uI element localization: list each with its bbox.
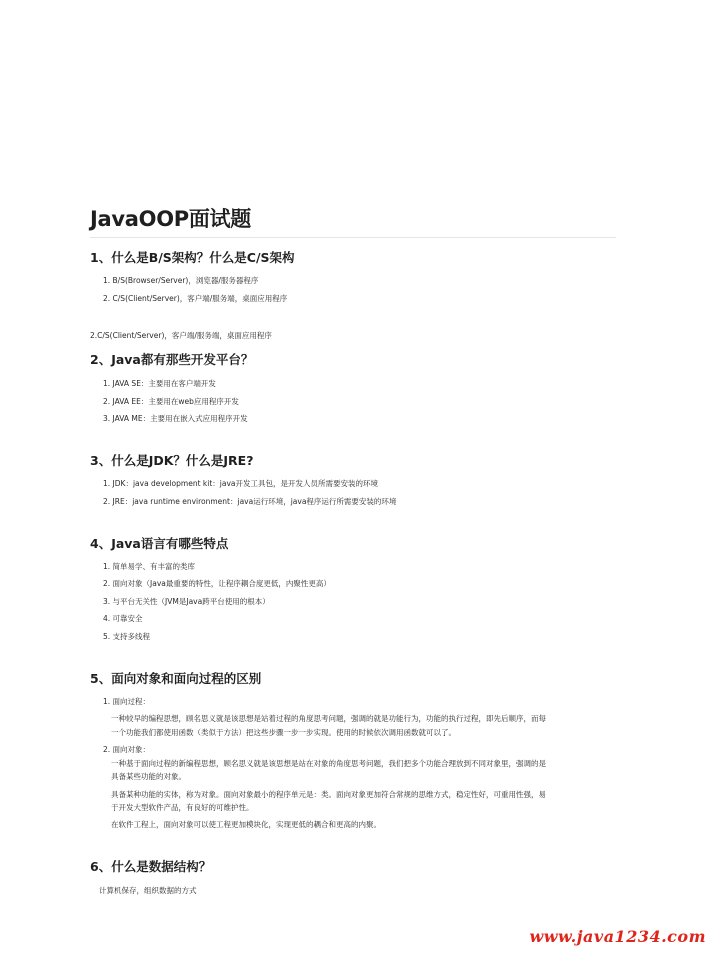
watermark: www.java1234.com xyxy=(529,927,706,946)
paragraph-line: 具备某些功能的对象。 xyxy=(111,772,186,781)
list-item: 1. 简单易学、有丰富的类库 xyxy=(103,562,196,571)
page-title: JavaOOP面试题 xyxy=(90,207,251,231)
list-item: 2. JAVA EE：主要用在web应用程序开发 xyxy=(103,397,239,406)
title-divider xyxy=(90,237,616,238)
paragraph: 2.C/S(Client/Server)，客户端/服务端，桌面应用程序 xyxy=(90,331,272,340)
paragraph-line: 一种基于面向过程的新编程思想，顾名思义就是该思想是站在对象的角度思考问题，我们把多个功能合理放到不同对象里，强调的是 xyxy=(111,759,546,768)
list-item: 2. JRE：java runtime environment：java运行环境，java程序运行所需要安装的环境 xyxy=(103,497,397,506)
paragraph-line: 一个功能我们都使用函数（类似于方法）把这些步骤一步一步实现。使用的时候依次调用函数就可以了。 xyxy=(111,728,456,737)
paragraph: 计算机保存，组织数据的方式 xyxy=(99,886,197,895)
section-4-heading: 4、Java语言有哪些特点 xyxy=(90,536,229,551)
list-item: 2. 面向对象（Java最重要的特性，让程序耦合度更低，内聚性更高） xyxy=(103,579,331,588)
list-item: 4. 可靠安全 xyxy=(103,614,143,623)
section-5-heading: 5、面向对象和面向过程的区别 xyxy=(90,671,262,686)
list-item: 1. 面向过程： xyxy=(103,697,151,706)
paragraph-line: 于开发大型软件产品，有良好的可维护性。 xyxy=(111,803,254,812)
list-item: 1. JDK：java development kit：java开发工具包，是开发人员所需要安装的环境 xyxy=(103,479,378,488)
section-6-heading: 6、什么是数据结构？ xyxy=(90,859,212,874)
list-item: 1. JAVA SE：主要用在客户端开发 xyxy=(103,379,216,388)
list-item: 3. JAVA ME：主要用在嵌入式应用程序开发 xyxy=(103,414,248,423)
list-item: 1. B/S(Browser/Server)，浏览器/服务器程序 xyxy=(103,276,259,285)
paragraph-line: 具备某种功能的实体，称为对象。面向对象最小的程序单元是：类。面向对象更加符合常规的思维方式，稳定性好，可重用性强，易 xyxy=(111,790,546,799)
paragraph-line: 在软件工程上，面向对象可以使工程更加模块化，实现更低的耦合和更高的内聚。 xyxy=(111,820,381,829)
list-item: 5. 支持多线程 xyxy=(103,632,151,641)
section-1-heading: 1、什么是B/S架构？什么是C/S架构 xyxy=(90,250,295,265)
paragraph-line: 一种较早的编程思想，顾名思义就是该思想是站着过程的角度思考问题，强调的就是功能行为，功能的执行过程，即先后顺序，而每 xyxy=(111,714,546,723)
section-3-heading: 3、什么是JDK？什么是JRE? xyxy=(90,453,254,468)
section-2-heading: 2、Java都有那些开发平台？ xyxy=(90,352,254,367)
list-item: 2. C/S(Client/Server)，客户端/服务端，桌面应用程序 xyxy=(103,294,288,303)
list-item: 3. 与平台无关性（JVM是Java跨平台使用的根本） xyxy=(103,597,270,606)
list-item: 2. 面向对象： xyxy=(103,745,151,754)
